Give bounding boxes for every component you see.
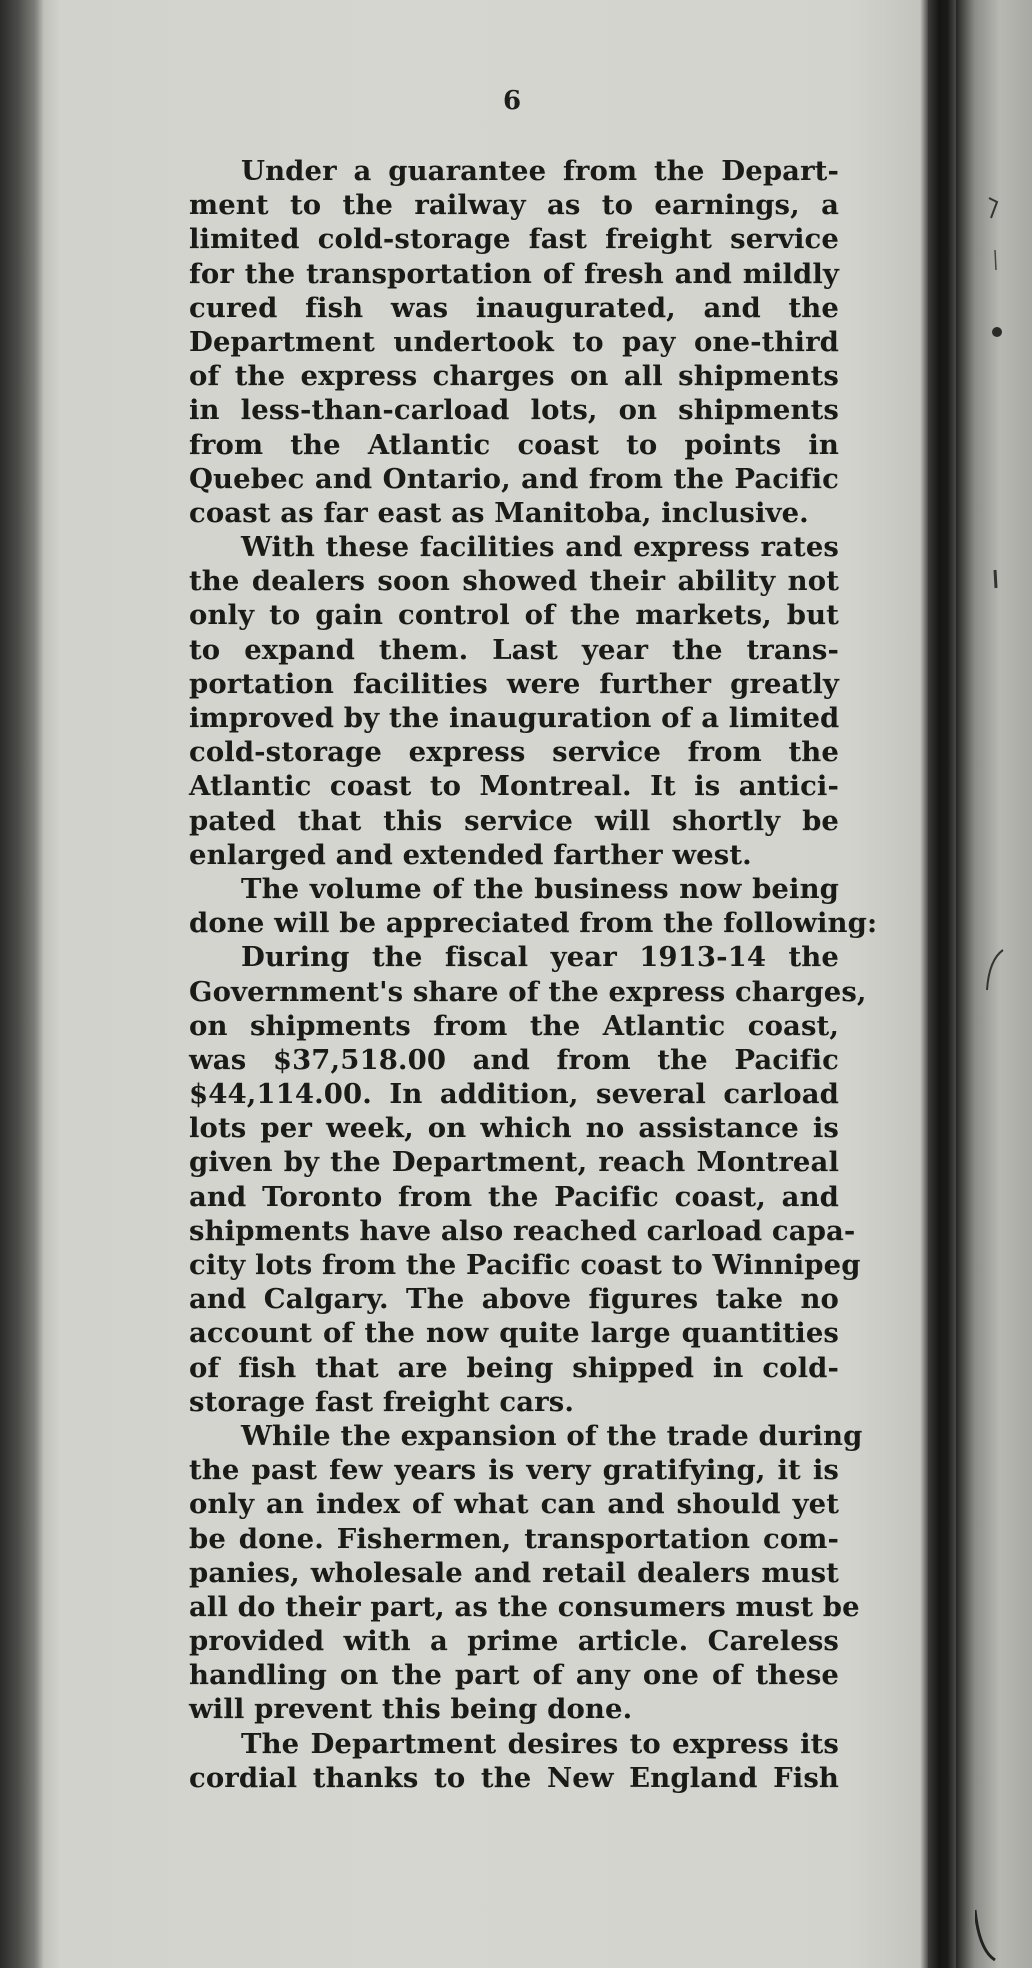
text-line: Quebec and Ontario, and from the Pacific <box>189 462 839 495</box>
page-number-text: 6 <box>502 86 522 116</box>
text-line: for the transportation of fresh and mildly <box>189 257 839 290</box>
text-line: limited cold-storage fast freight service <box>189 223 839 256</box>
page-left-edge-shadow <box>0 0 44 1968</box>
book-spine-shadow <box>928 0 956 1968</box>
text-line: the dealers soon showed their ability not <box>189 565 839 598</box>
text-line: During the fiscal year 1913-14 the <box>241 941 839 974</box>
text-line: cured fish was inaugurated, and the <box>189 291 839 324</box>
text-line: done will be appreciated from the following: <box>189 907 878 940</box>
text-line: only to gain control of the markets, but <box>189 599 839 632</box>
text-line: The volume of the business now being <box>241 872 839 905</box>
text-line: With these facilities and express rates <box>241 531 839 564</box>
text-line: of fish that are being shipped in cold- <box>189 1351 839 1384</box>
text-line: the past few years is very gratifying, it is <box>189 1454 839 1487</box>
text-line: ment to the railway as to earnings, a <box>189 189 839 222</box>
text-line: lots per week, on which no assistance is <box>189 1112 839 1145</box>
text-line: city lots from the Pacific coast to Winnipeg <box>189 1249 861 1281</box>
text-line: Department undertook to pay one-third <box>189 325 839 358</box>
text-line: While the expansion of the trade during <box>241 1419 863 1452</box>
text-line: panies, wholesale and retail dealers must <box>189 1556 839 1589</box>
text-line: Atlantic coast to Montreal. It is antici- <box>189 770 839 803</box>
text-line: given by the Department, reach Montreal <box>189 1146 839 1179</box>
body-text <box>189 154 878 1795</box>
text-line: storage fast freight cars. <box>189 1385 575 1418</box>
text-line: shipments have also reached carload capa- <box>189 1214 856 1247</box>
text-line: on shipments from the Atlantic coast, <box>189 1009 839 1042</box>
text-line: The Department desires to express its <box>241 1727 839 1760</box>
text-line: in less-than-carload lots, on shipments <box>189 394 839 427</box>
text-line: enlarged and extended farther west. <box>189 838 752 871</box>
text-line: $44,114.00. In addition, several carload <box>189 1078 839 1111</box>
text-line: handling on the part of any one of these <box>189 1659 839 1692</box>
page-number <box>0 86 1032 116</box>
text-line: and Toronto from the Pacific coast, and <box>189 1180 839 1213</box>
text-line: improved by the inauguration of a limited <box>189 702 840 734</box>
text-line: cordial thanks to the New England Fish <box>189 1761 839 1794</box>
text-line: from the Atlantic coast to points in <box>189 428 839 461</box>
text-line: of the express charges on all shipments <box>189 360 839 393</box>
text-line: all do their part, as the consumers must be <box>189 1590 860 1623</box>
text-line: portation facilities were further greatly <box>189 667 839 700</box>
margin-scan-marks <box>975 190 1015 1968</box>
text-line: to expand them. Last year the trans- <box>189 633 839 666</box>
text-line: be done. Fishermen, transportation com- <box>189 1522 839 1555</box>
text-line: provided with a prime article. Careless <box>189 1625 839 1658</box>
text-line: and Calgary. The above figures take no <box>189 1283 839 1316</box>
text-line: pated that this service will shortly be <box>189 804 839 837</box>
text-line: was $37,518.00 and from the Pacific <box>189 1043 839 1076</box>
text-line: Under a guarantee from the Depart- <box>241 155 839 187</box>
text-line: will prevent this being done. <box>189 1693 633 1726</box>
text-line: Government's share of the express charges, <box>189 975 867 1008</box>
text-line: coast as far east as Manitoba, inclusive. <box>189 496 809 529</box>
text-line: cold-storage express service from the <box>189 736 839 769</box>
text-line: only an index of what can and should yet <box>189 1488 839 1521</box>
text-line: account of the now quite large quantities <box>189 1317 839 1350</box>
